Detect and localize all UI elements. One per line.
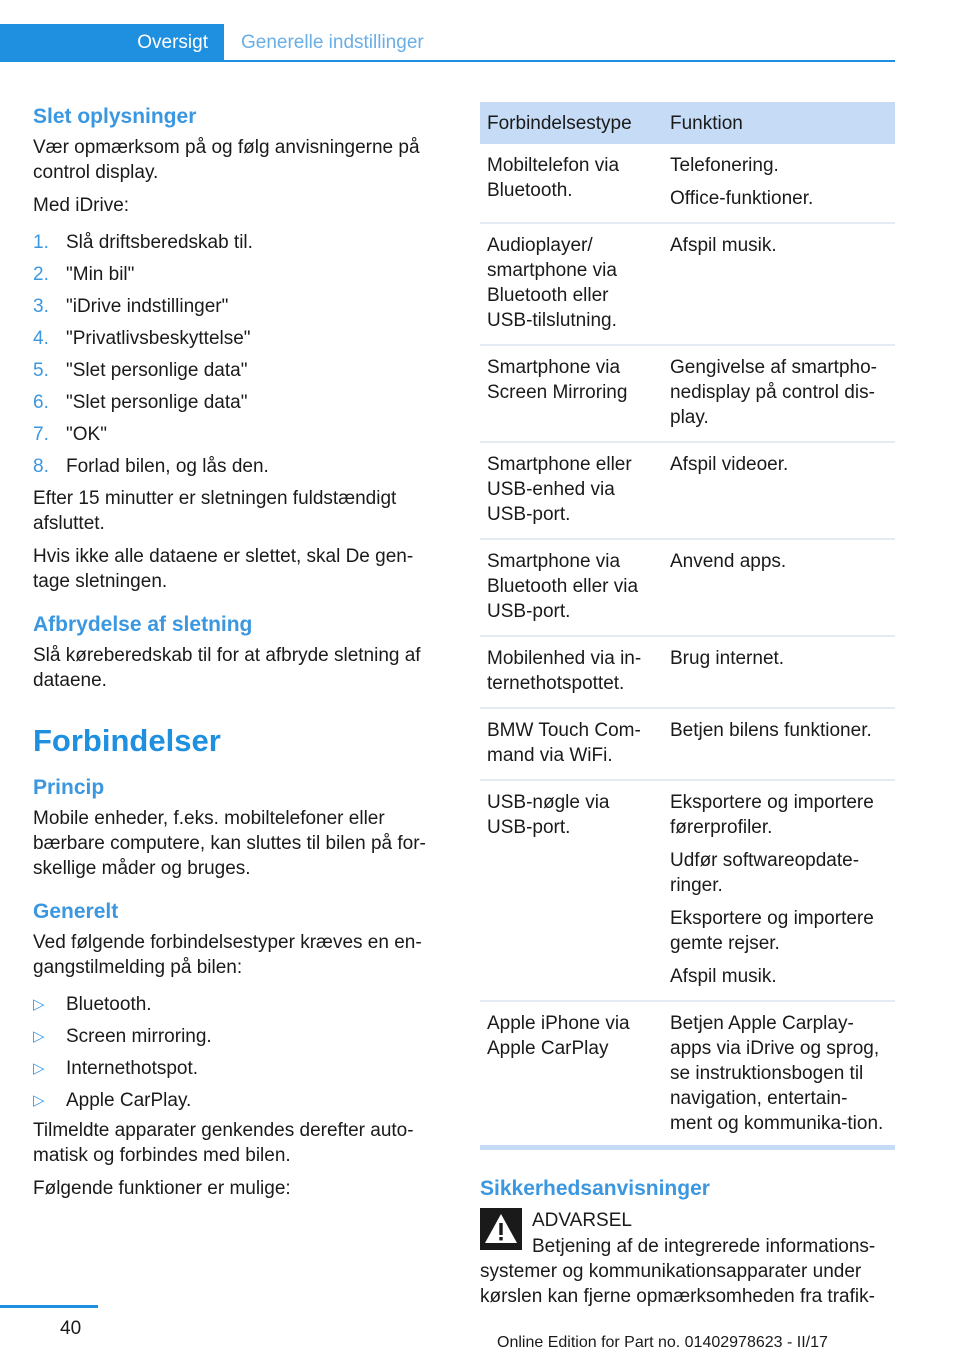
connection-type-cell: Mobilenhed via in-ternethotspottet. (480, 636, 663, 708)
function-line: Afspil videoer. (670, 454, 789, 475)
heading-sikkerhedsanvisninger: Sikkerhedsanvisninger (480, 1177, 710, 1200)
connection-type-cell: Smartphone via Bluetooth eller via USB-port. (480, 539, 663, 636)
connection-type-cell: Mobiltelefon via Bluetooth. (480, 144, 663, 223)
slet-intro-text: Vær opmærksom på og følg anvisningerne på control display. (33, 137, 420, 183)
step-number: 6. (33, 391, 49, 413)
list-item (33, 1052, 448, 1084)
function-cell (663, 144, 895, 223)
table-row (480, 780, 895, 1001)
step-text: "Privatlivsbeskyttelse" (66, 327, 251, 349)
tab-generelle-indstillinger[interactable]: Generelle indstillinger (241, 32, 424, 53)
function-cell (663, 442, 895, 539)
after-15-text: Efter 15 minutter er sletningen fuldstændigt afsluttet. (33, 488, 397, 534)
table-row (480, 144, 895, 223)
function-cell (663, 780, 895, 1001)
connection-type-cell: Audioplayer/ smartphone via Bluetooth eller USB-tilslutning. (480, 223, 663, 345)
step-number: 3. (33, 295, 49, 317)
table-row (480, 708, 895, 780)
function-cell (663, 708, 895, 780)
function-cell (663, 636, 895, 708)
connection-type-cell: BMW Touch Com-mand via WiFi. (480, 708, 663, 780)
connection-table (480, 102, 895, 1150)
edition-text: Online Edition for Part no. 01402978623 - II/17 (497, 1334, 828, 1351)
function-line: Gengivelse af smartpho-nedisplay på control dis-play. (670, 357, 877, 428)
list-item (33, 1084, 448, 1116)
heading-generelt: Generelt (33, 900, 119, 923)
list-item (33, 258, 448, 290)
function-line: Betjen Apple Carplay-apps via iDrive og sprog, se instruktionsbogen til navigation, entertain-ment og kommunika-tion. (670, 1013, 884, 1134)
list-item (33, 354, 448, 386)
connection-types-list (33, 988, 448, 1116)
function-line: Afspil musik. (670, 235, 777, 256)
header-divider (0, 60, 895, 62)
heading-princip: Princip (33, 776, 105, 799)
warning-triangle-icon (480, 1208, 522, 1250)
heading-forbindelser: Forbindelser (33, 723, 221, 758)
heading-afbrydelse: Afbrydelse af sletning (33, 613, 253, 636)
function-cell (663, 345, 895, 442)
list-item (33, 386, 448, 418)
folgende-text: Følgende funktioner er mulige: (33, 1178, 291, 1199)
table-row (480, 636, 895, 708)
list-item (33, 226, 448, 258)
bullet-text: Apple CarPlay. (66, 1089, 192, 1111)
triangle-bullet-icon: ▷ (33, 995, 45, 1013)
function-line: Telefonering. (670, 155, 779, 176)
tab-oversigt[interactable]: Oversigt (0, 24, 224, 62)
step-text: "OK" (66, 423, 107, 445)
bullet-text: Bluetooth. (66, 993, 152, 1015)
connection-type-cell: USB-nøgle via USB-port. (480, 780, 663, 1001)
table-row (480, 1001, 895, 1148)
tilmeldte-text: Tilmeldte apparater genkendes derefter auto-matisk og forbindes med bilen. (33, 1120, 414, 1166)
triangle-bullet-icon: ▷ (33, 1027, 45, 1045)
afbryd-text: Slå køreberedskab til for at afbryde sletning af dataene. (33, 645, 421, 691)
function-cell (663, 539, 895, 636)
step-number: 2. (33, 263, 49, 285)
heading-slet-oplysninger: Slet oplysninger (33, 105, 197, 128)
function-line: Eksportere og importere førerprofiler. (670, 792, 874, 838)
warning-label: ADVARSEL (532, 1210, 632, 1231)
list-item (33, 418, 448, 450)
step-number: 8. (33, 455, 49, 477)
step-text: Slå driftsberedskab til. (66, 231, 253, 253)
list-item (33, 290, 448, 322)
step-number: 1. (33, 231, 49, 253)
princip-text: Mobile enheder, f.eks. mobiltelefoner eller bærbare computere, kan sluttes til bilen på for-skellige måder og bruges. (33, 808, 426, 879)
function-line: Brug internet. (670, 648, 785, 669)
table-row (480, 442, 895, 539)
step-text: "iDrive indstillinger" (66, 295, 229, 317)
function-line: Eksportere og importere gemte rejser. (670, 908, 874, 954)
table-row (480, 539, 895, 636)
triangle-bullet-icon: ▷ (33, 1059, 45, 1077)
column-header-funktion: Funktion (663, 102, 895, 144)
footer-divider (0, 1305, 98, 1308)
connection-type-cell: Apple iPhone via Apple CarPlay (480, 1001, 663, 1148)
step-number: 5. (33, 359, 49, 381)
list-item (33, 322, 448, 354)
step-text: "Slet personlige data" (66, 391, 248, 413)
column-header-forbindelsestype: Forbindelsestype (480, 102, 663, 144)
list-item (33, 450, 448, 482)
function-line: Betjen bilens funktioner. (670, 720, 872, 741)
connection-type-cell: Smartphone eller USB-enhed via USB-port. (480, 442, 663, 539)
step-text: Forlad bilen, og lås den. (66, 455, 269, 477)
step-text: "Min bil" (66, 263, 135, 285)
left-column (33, 102, 448, 1201)
list-item (33, 988, 448, 1020)
function-cell (663, 223, 895, 345)
bullet-text: Internethotspot. (66, 1057, 199, 1079)
steps-list (33, 226, 448, 482)
page-number: 40 (60, 1318, 82, 1339)
table-row (480, 345, 895, 442)
step-text: "Slet personlige data" (66, 359, 248, 381)
list-item (33, 1020, 448, 1052)
function-line: Udfør softwareopdate-ringer. (670, 850, 860, 896)
triangle-bullet-icon: ▷ (33, 1091, 45, 1109)
step-number: 4. (33, 327, 49, 349)
step-number: 7. (33, 423, 49, 445)
if-not-all-text: Hvis ikke alle dataene er slettet, skal De gen-tage sletningen. (33, 546, 414, 592)
right-column (480, 102, 895, 1309)
function-line: Anvend apps. (670, 551, 787, 572)
connection-type-cell: Smartphone via Screen Mirroring (480, 345, 663, 442)
table-header-row (480, 102, 895, 144)
generelt-text: Ved følgende forbindelsestyper kræves en en-gangstilmelding på bilen: (33, 932, 422, 978)
function-cell (663, 1001, 895, 1148)
function-line: Office-funktioner. (670, 188, 814, 209)
warning-text: Betjening af de integrerede informations-systemer og kommunikationsapparater under kørslen kan fjerne opmærksomheden fra trafik- (480, 1236, 876, 1307)
function-line: Afspil musik. (670, 966, 777, 987)
med-idrive-text: Med iDrive: (33, 195, 130, 216)
bullet-text: Screen mirroring. (66, 1025, 212, 1047)
table-row (480, 223, 895, 345)
